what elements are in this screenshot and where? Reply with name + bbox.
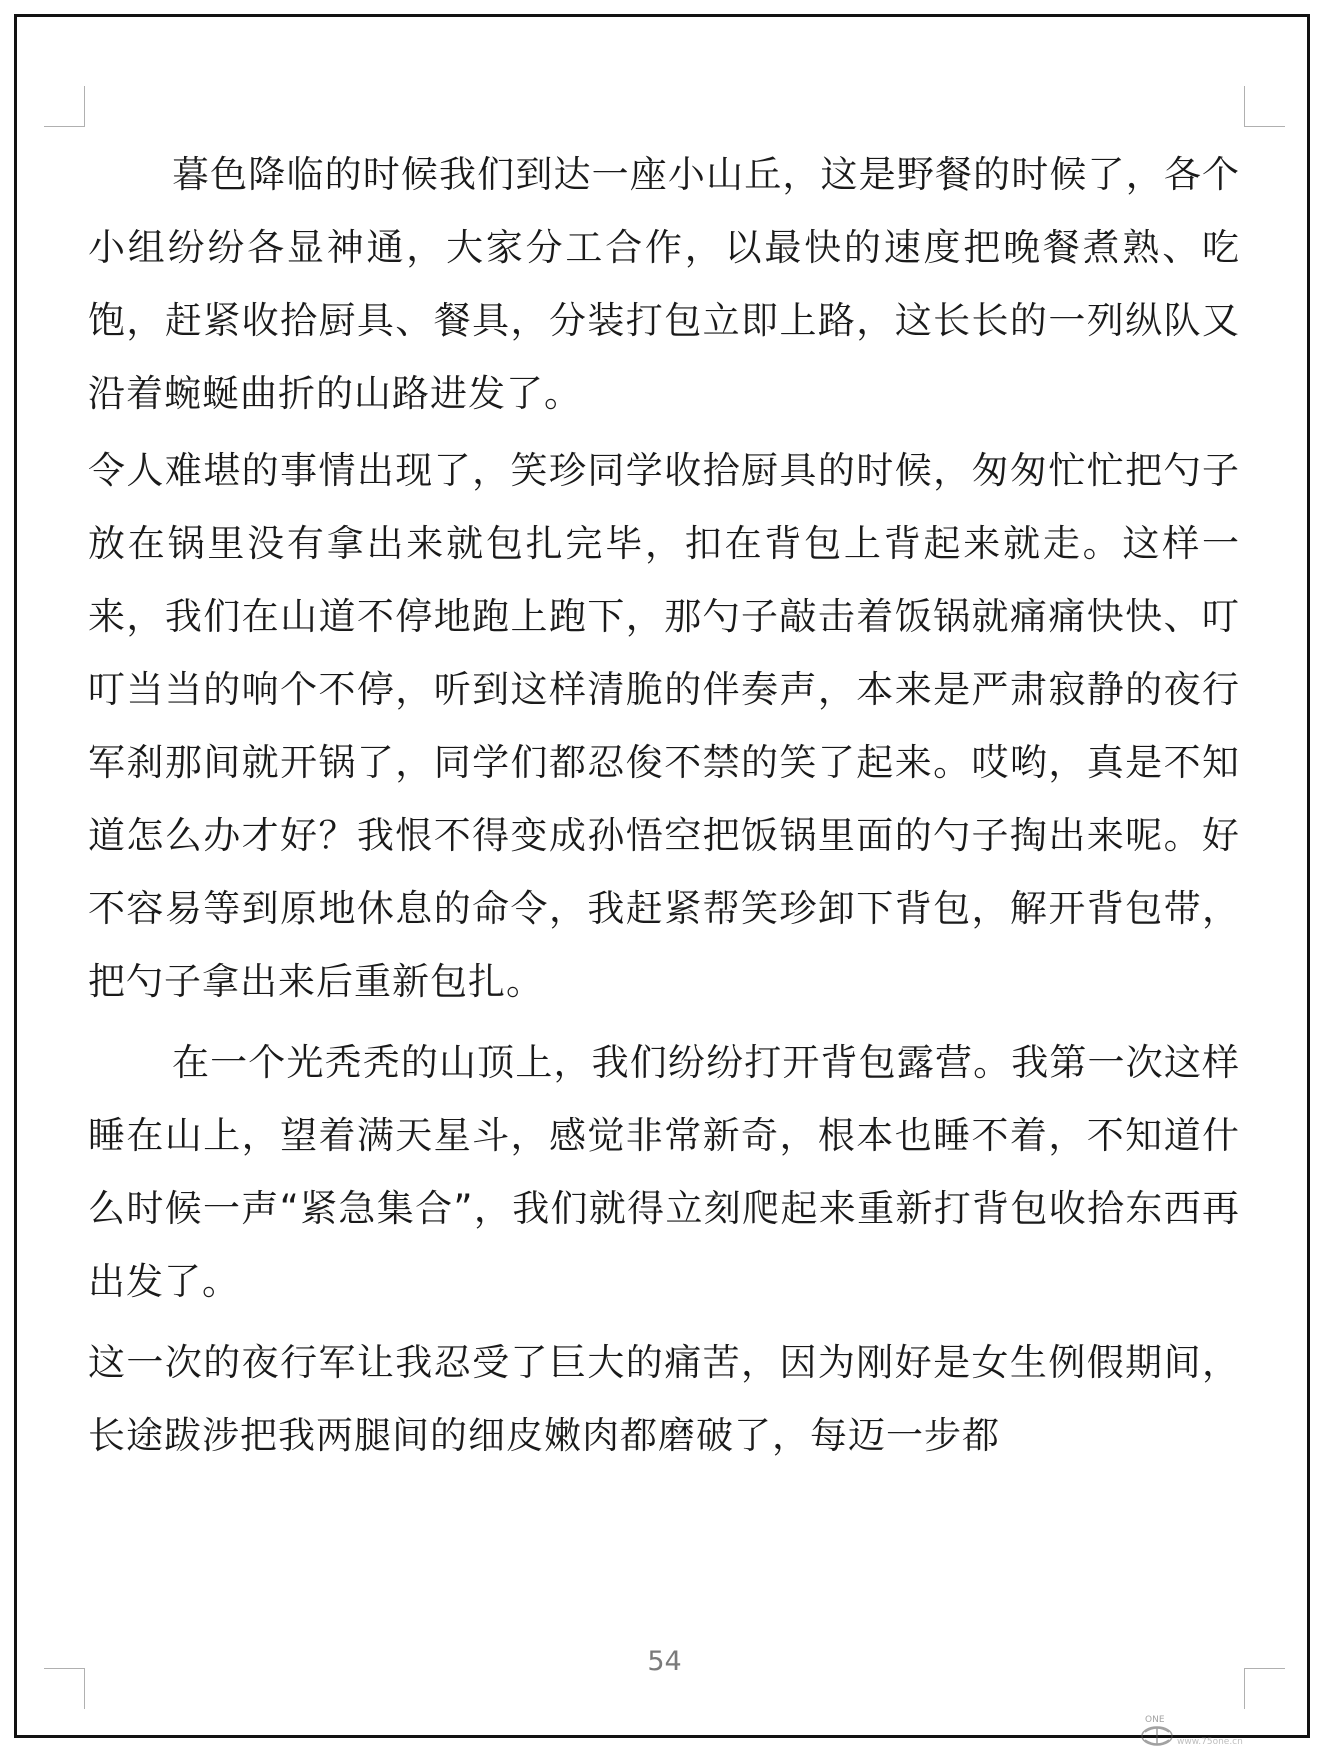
crop-mark-top-right bbox=[1244, 86, 1285, 127]
watermark-logo bbox=[1137, 1712, 1307, 1752]
svg-text:ONE: ONE bbox=[1145, 1715, 1165, 1725]
page-number: 54 bbox=[647, 1646, 682, 1677]
watermark-text: www.75one.cn bbox=[1177, 1737, 1243, 1747]
body-text bbox=[88, 138, 1240, 1472]
crop-mark-top-left bbox=[44, 86, 85, 127]
paragraph: 在一个光秃秃的山顶上，我们纷纷打开背包露营。我第一次这样睡在山上，望着满天星斗，感觉非常新奇，根本也睡不着，不知道什么时候一声“紧急集合”，我们就得立刻爬起来重新打背包收拾东西再出发了。 bbox=[88, 1041, 1240, 1303]
paragraph: 令人难堪的事情出现了，笑珍同学收拾厨具的时候，匆匆忙忙把勺子放在锅里没有拿出来就包扎完毕，扣在背包上背起来就走。这样一来，我们在山道不停地跑上跑下，那勺子敲击着饭锅就痛痛快快、叮叮当当的响个不停，听到这样清脆的伴奏声，本来是严肃寂静的夜行军刹那间就开锅了，同学们都忍俊不禁的笑了起来。哎哟，真是不知道怎么办才好？我恨不得变成孙悟空把饭锅里面的勺子掏出来呢。好不容易等到原地休息的命令，我赶紧帮笑珍卸下背包，解开背包带，把勺子拿出来后重新包扎。 bbox=[88, 449, 1240, 1003]
paragraph: 这一次的夜行军让我忍受了巨大的痛苦，因为刚好是女生例假期间，长途跋涉把我两腿间的细皮嫩肉都磨破了，每迈一步都 bbox=[88, 1341, 1240, 1457]
paragraph: 暮色降临的时候我们到达一座小山丘，这是野餐的时候了，各个小组纷纷各显神通，大家分工合作，以最快的速度把晚餐煮熟、吃饱，赶紧收拾厨具、餐具，分装打包立即上路，这长长的一列纵队又沿着蜿蜒曲折的山路进发了。 bbox=[88, 153, 1240, 415]
